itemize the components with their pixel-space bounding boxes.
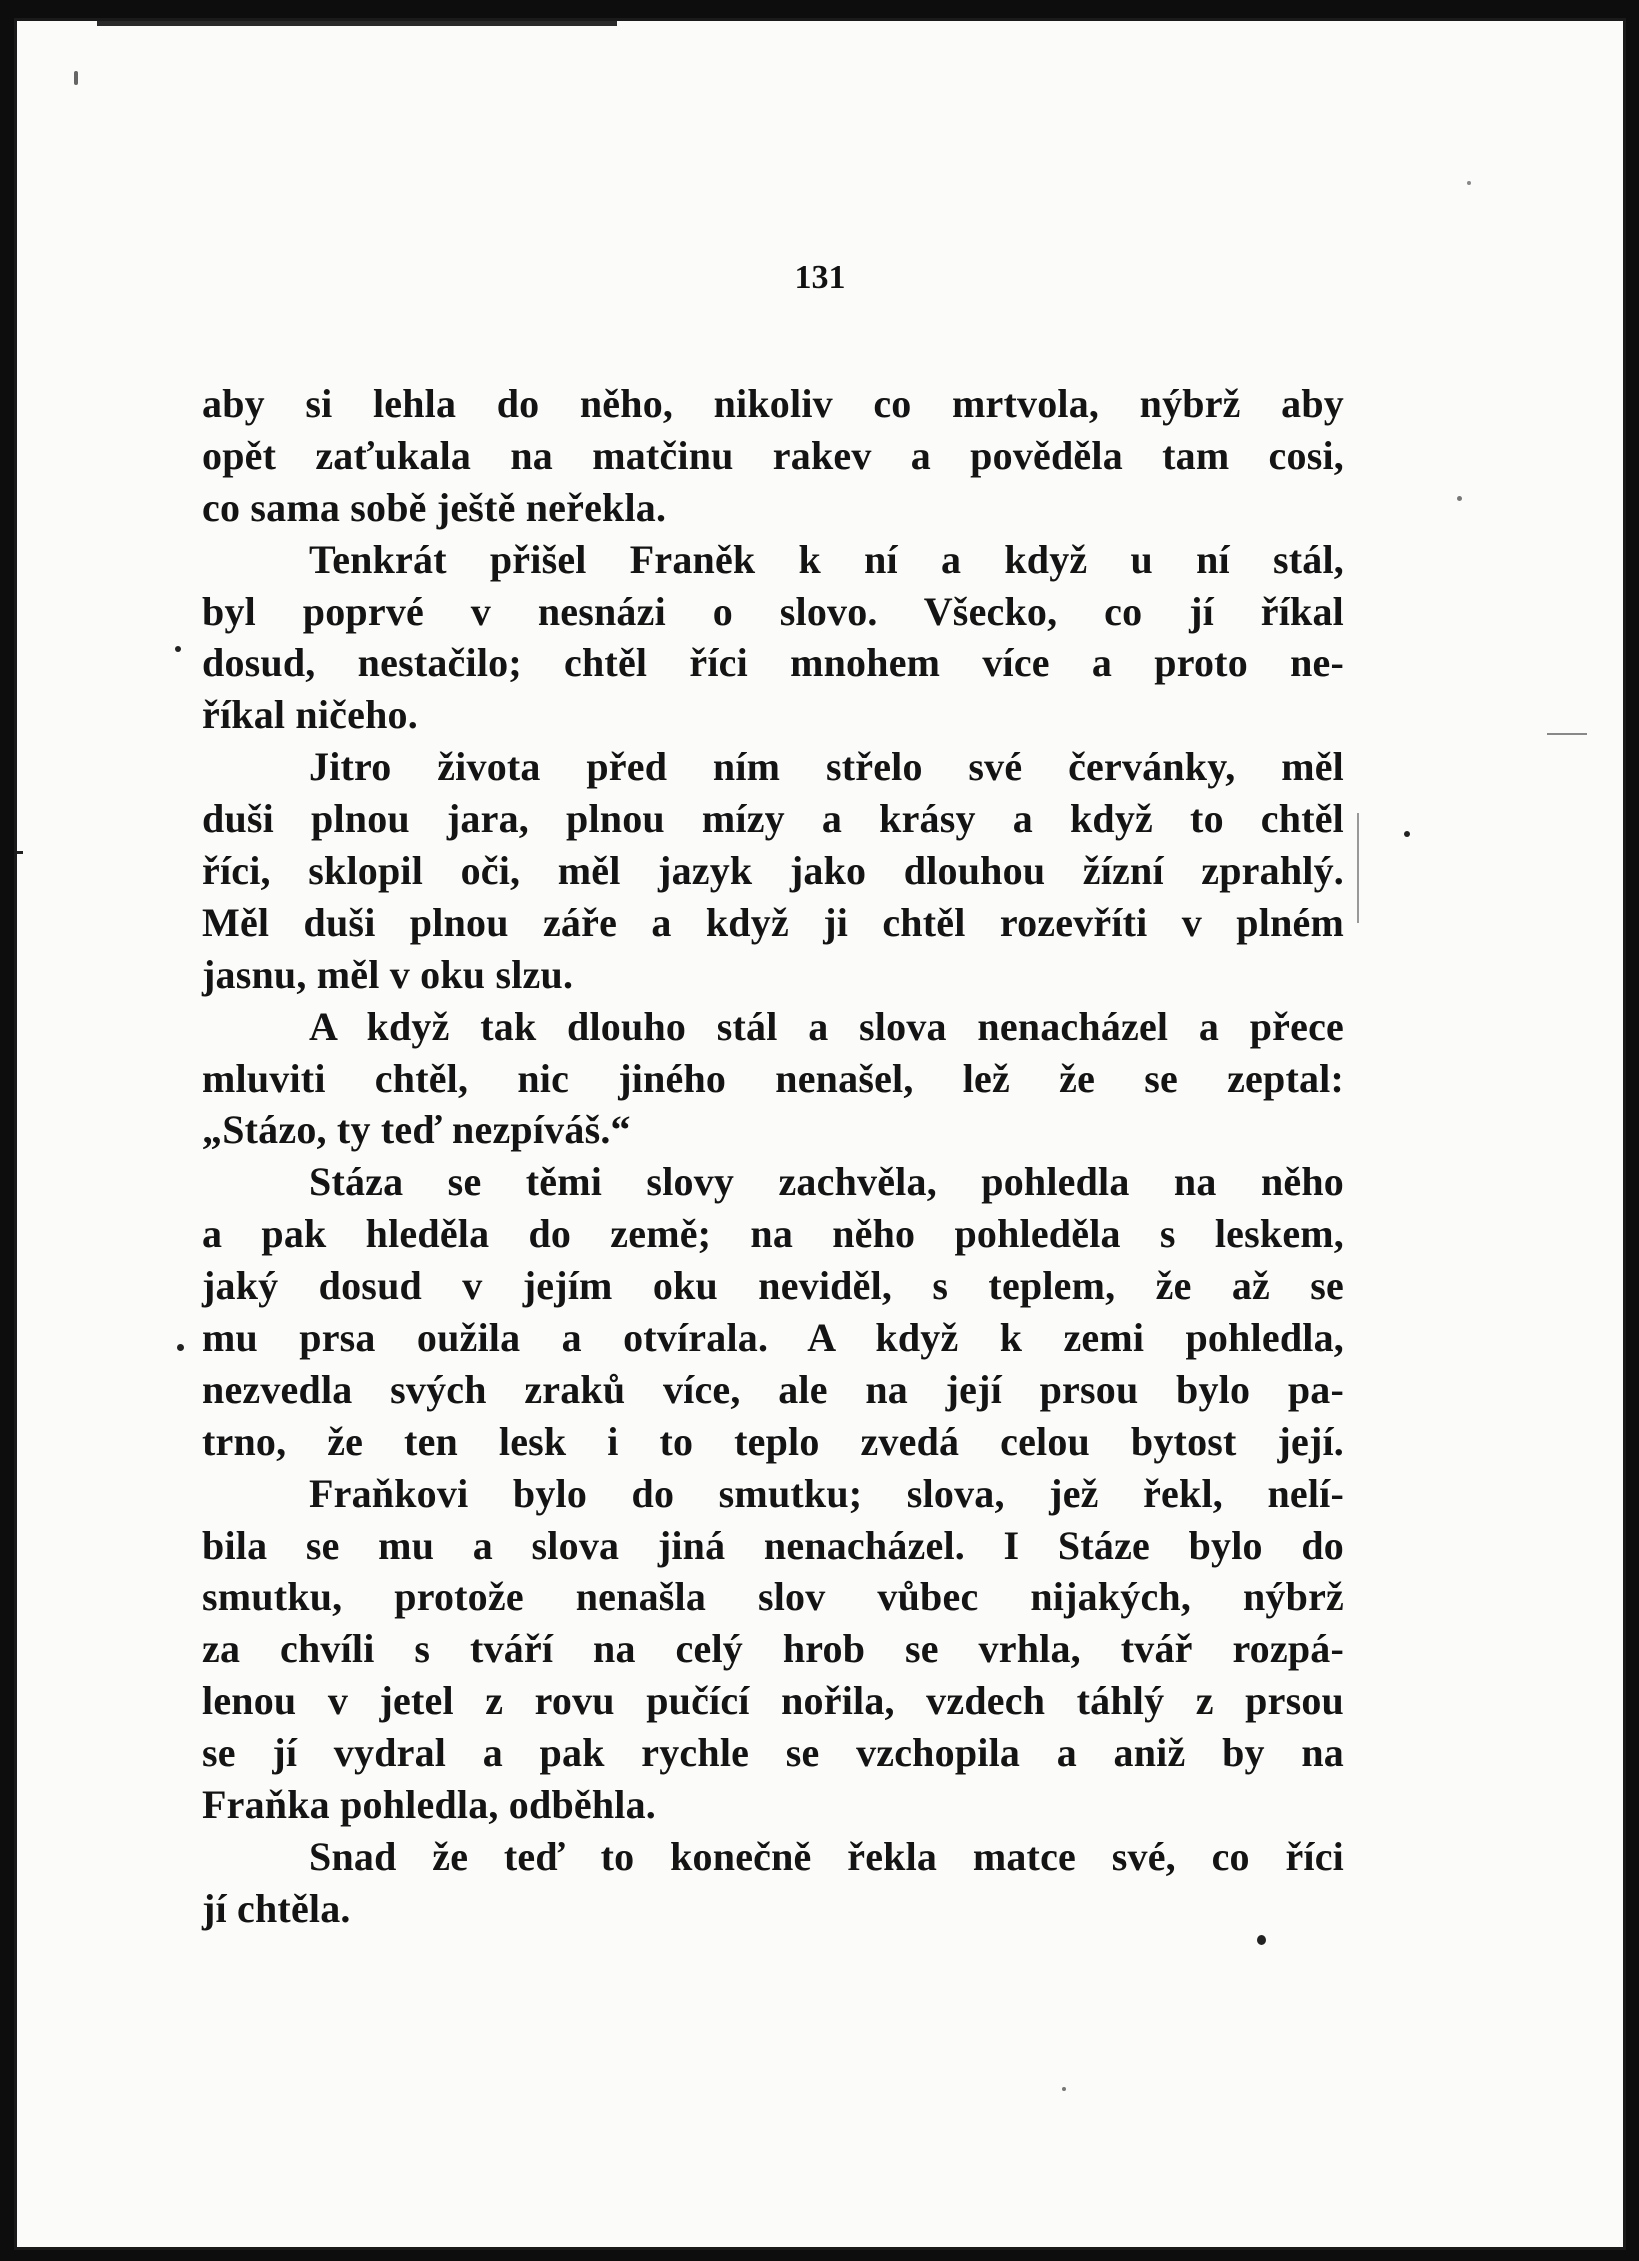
scan-speck (175, 646, 181, 652)
scan-speck (177, 1344, 184, 1351)
text-line: smutku, protože nenašla slov vůbec nijakých, nýbrž (202, 1574, 1344, 1620)
scan-speck (17, 851, 23, 854)
text-line: říkal ničeho. (202, 692, 418, 738)
scan-speck (1062, 2087, 1066, 2091)
text-line: se jí vydral a pak rychle se vzchopila a aniž by na (202, 1730, 1344, 1776)
text-line: duši plnou jara, plnou mízy a krásy a když to chtěl (202, 796, 1344, 842)
text-line: opět zaťukala na matčinu rakev a pověděla tam cosi, (202, 432, 1344, 478)
text-line: mluviti chtěl, nic jiného nenašel, lež že se zeptal: (202, 1055, 1344, 1101)
scan-speck (1457, 496, 1462, 501)
scan-speck (1547, 733, 1587, 735)
text-line: nezvedla svých zraků více, ale na její prsou bylo pa- (202, 1366, 1344, 1412)
text-line: Fraňkovi bylo do smutku; slova, jež řekl, nelí- (309, 1470, 1344, 1516)
text-line: jí chtěla. (202, 1885, 351, 1931)
text-line: „Stázo, ty teď nezpíváš.“ (202, 1107, 631, 1153)
scan-speck (74, 71, 78, 85)
text-line: říci, sklopil oči, měl jazyk jako dlouhou žízní zprahlý. (202, 848, 1344, 894)
text-line: co sama sobě ještě neřekla. (202, 484, 667, 530)
text-line: byl poprvé v nesnázi o slovo. Všecko, co jí říkal (202, 588, 1344, 634)
scan-edge-mark (97, 21, 617, 26)
text-line: trno, že ten lesk i to teplo zvedá celou bytost její. (202, 1418, 1344, 1464)
scan-speck (1404, 831, 1410, 837)
page-number: 131 (794, 259, 846, 296)
text-line: jasnu, měl v oku slzu. (202, 951, 574, 997)
scan-speck (1357, 813, 1359, 923)
scan-speck (1257, 1935, 1266, 1945)
book-page (14, 18, 1626, 2250)
text-line: Fraňka pohledla, odběhla. (202, 1782, 657, 1828)
text-line: Snad že teď to konečně řekla matce své, co říci (309, 1833, 1344, 1879)
scan-speck (1467, 181, 1471, 185)
text-line: jaký dosud v jejím oku neviděl, s teplem, že až se (202, 1263, 1344, 1309)
text-line: Měl duši plnou záře a když ji chtěl rozevříti v plném (202, 899, 1344, 945)
text-line: A když tak dlouho stál a slova nenacházel a přece (309, 1003, 1344, 1049)
text-line: dosud, nestačilo; chtěl říci mnohem více a proto ne- (202, 640, 1344, 686)
text-line: Tenkrát přišel Franěk k ní a když u ní stál, (309, 536, 1344, 582)
body-text (202, 378, 1344, 1935)
text-line: a pak hleděla do země; na něho pohleděla s leskem, (202, 1211, 1344, 1257)
text-line: lenou v jetel z rovu pučící nořila, vzdech táhlý z prsou (202, 1678, 1344, 1724)
text-line: Jitro života před ním střelo své červánky, měl (309, 744, 1344, 790)
text-line: mu prsa oužila a otvírala. A když k zemi pohledla, (202, 1315, 1344, 1361)
text-line: aby si lehla do něho, nikoliv co mrtvola, nýbrž aby (202, 381, 1344, 426)
text-line: Stáza se těmi slovy zachvěla, pohledla na něho (309, 1159, 1344, 1205)
text-line: bila se mu a slova jiná nenacházel. I Stáze bylo do (202, 1522, 1344, 1568)
text-line: za chvíli s tváří na celý hrob se vrhla, tvář rozpá- (202, 1626, 1344, 1672)
